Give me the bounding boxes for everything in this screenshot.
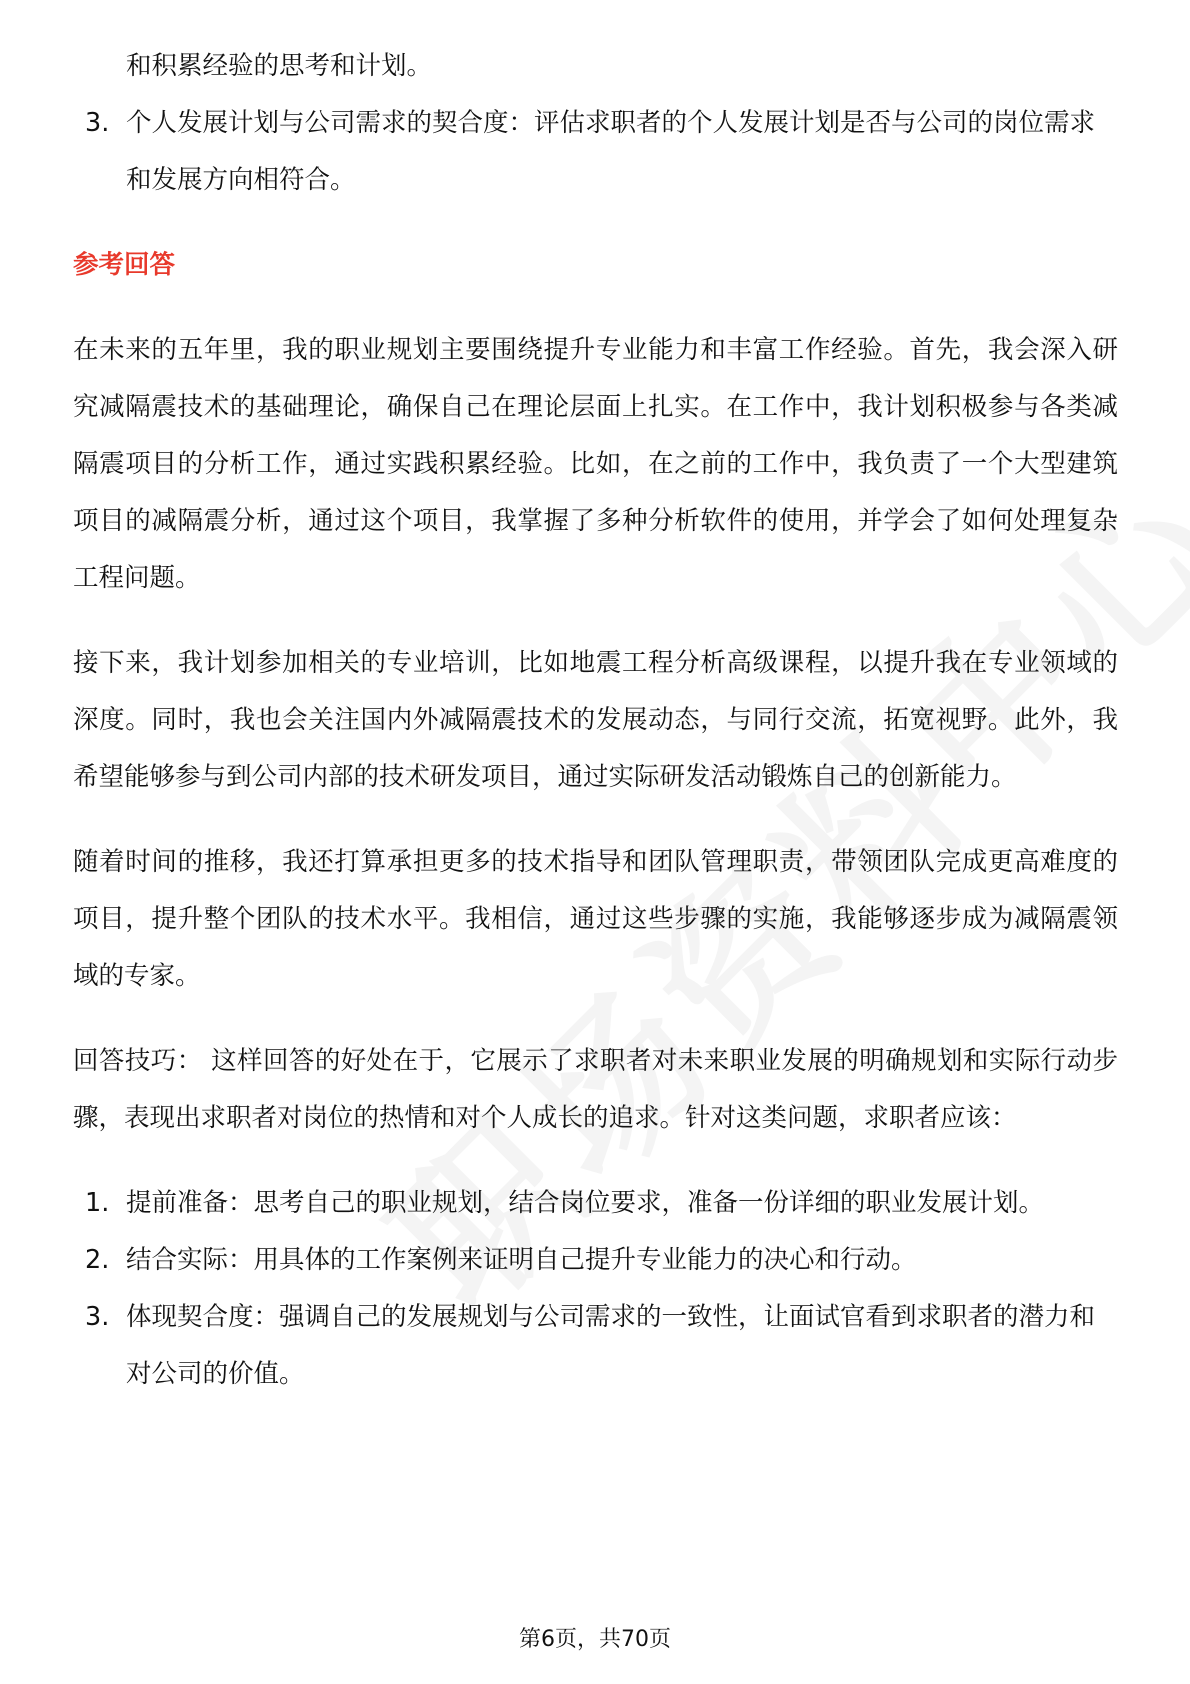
list-item-text: 体现契合度：强调自己的发展规划与公司需求的一致性，让面试官看到求职者的潜力和对公司的价值。	[126, 1302, 1096, 1389]
tips-list	[73, 1175, 1118, 1403]
list-number: 3.	[85, 108, 110, 138]
list-item	[73, 95, 1118, 209]
reference-paragraph-2: 接下来，我计划参加相关的专业培训，比如地震工程分析高级课程，以提升我在专业领域的深度。同时，我也会关注国内外减隔震技术的发展动态，与同行交流，拓宽视野。此外，我希望能够参与到公司内部的技术研发项目，通过实际研发活动锻炼自己的创新能力。	[73, 648, 1118, 792]
tips-intro: 回答技巧： 这样回答的好处在于，它展示了求职者对未来职业发展的明确规划和实际行动步骤，表现出求职者对岗位的热情和对个人成长的追求。针对这类问题，求职者应该：	[73, 1046, 1118, 1133]
list-item-text: 个人发展计划与公司需求的契合度：评估求职者的个人发展计划是否与公司的岗位需求和发展方向相符合。	[126, 108, 1096, 195]
page-number-footer: 第6页，共70页	[519, 1627, 671, 1652]
reference-heading: 参考回答	[73, 250, 176, 280]
list-number: 1.	[85, 1188, 110, 1218]
list-number: 2.	[85, 1245, 110, 1275]
list-item	[73, 1289, 1118, 1403]
criteria-list	[73, 95, 1118, 209]
list-item	[73, 1232, 1118, 1289]
list-item	[73, 1175, 1118, 1232]
list-item-text: 结合实际：用具体的工作案例来证明自己提升专业能力的决心和行动。	[126, 1245, 917, 1275]
continued-list-text: 和积累经验的思考和计划。	[126, 51, 433, 81]
list-item-text: 提前准备：思考自己的职业规划，结合岗位要求，准备一份详细的职业发展计划。	[126, 1188, 1045, 1218]
reference-paragraph-3: 随着时间的推移，我还打算承担更多的技术指导和团队管理职责，带领团队完成更高难度的项目，提升整个团队的技术水平。我相信，通过这些步骤的实施，我能够逐步成为减隔震领域的专家。	[73, 847, 1118, 991]
reference-paragraph-1: 在未来的五年里，我的职业规划主要围绕提升专业能力和丰富工作经验。首先，我会深入研究减隔震技术的基础理论，确保自己在理论层面上扎实。在工作中，我计划积极参与各类减隔震项目的分析工作，通过实践积累经验。比如，在之前的工作中，我负责了一个大型建筑项目的减隔震分析，通过这个项目，我掌握了多种分析软件的使用，并学会了如何处理复杂工程问题。	[73, 335, 1118, 593]
page-content	[73, 38, 1118, 1403]
list-number: 3.	[85, 1302, 110, 1332]
